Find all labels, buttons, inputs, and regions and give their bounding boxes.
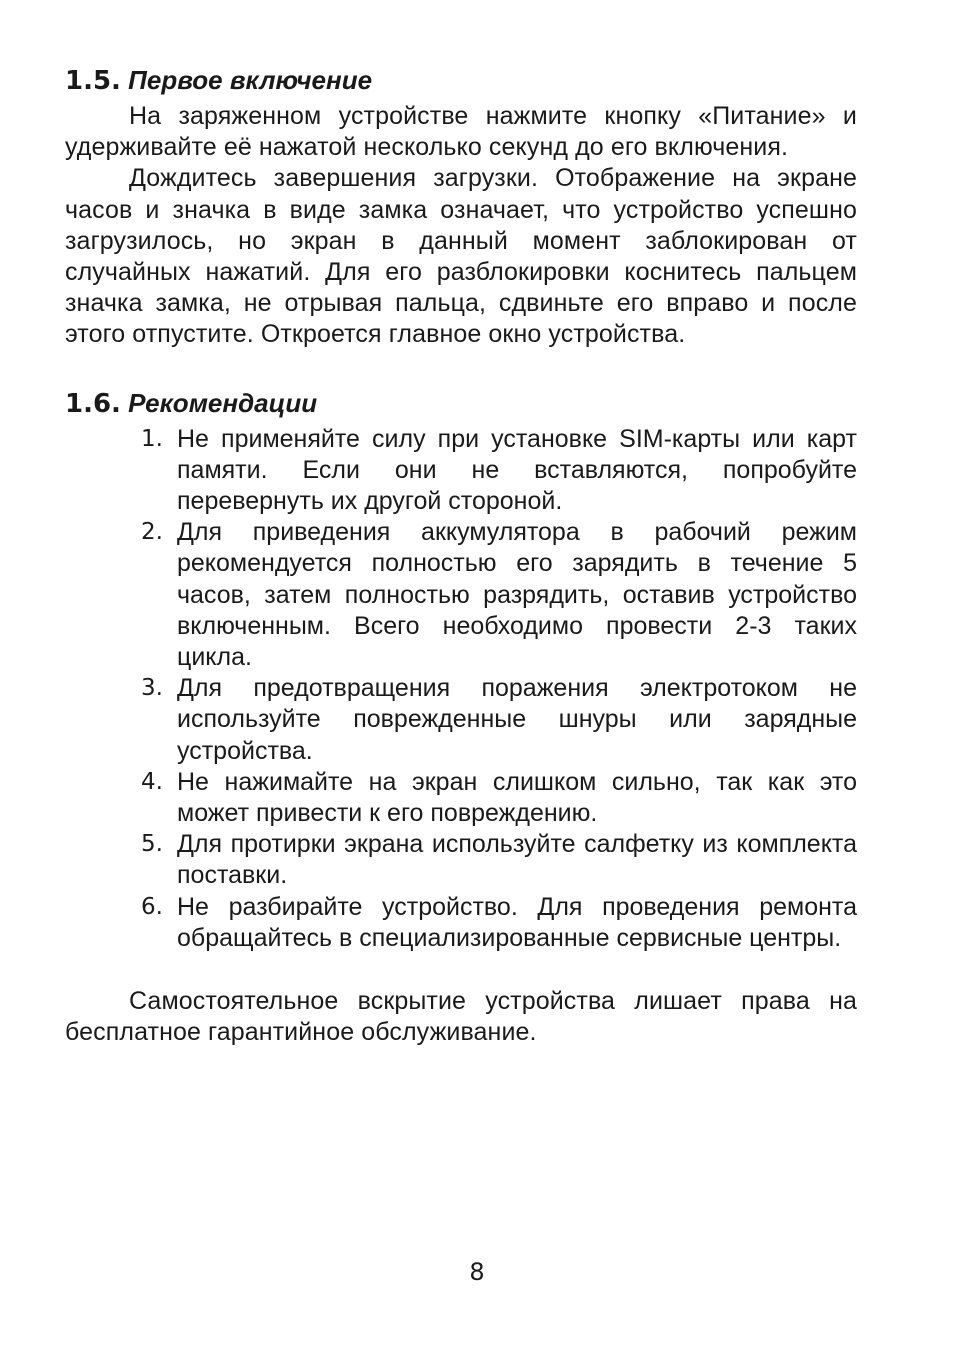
list-item-text: Для протирки экрана используйте салфетку из комплекта поставки. (177, 830, 857, 890)
list-item (65, 424, 857, 518)
list-marker: 5. (141, 831, 163, 858)
list-item (65, 673, 857, 767)
warranty-note: Самостоятельное вскрытие устройства лишает права на бесплатное гарантийное обслуживание. (65, 987, 857, 1047)
section-title: Первое включение (128, 65, 373, 95)
section-recommendations (65, 383, 857, 954)
list-item-text: Не применяйте силу при установке SIM-карты или карт памяти. Если они не вставляются, попробуйте перевернуть их другой стороной. (177, 424, 857, 516)
section-heading (65, 383, 857, 424)
page-number: 8 (469, 1258, 485, 1286)
list-marker: 6. (141, 893, 163, 920)
list-marker: 3. (141, 675, 163, 702)
list-marker: 2. (141, 519, 163, 546)
list-item (65, 517, 857, 673)
list-item-text: Для предотвращения поражения электротоком не используйте поврежденные шнуры или зарядные устройства. (177, 674, 857, 765)
recommendations-list (65, 424, 857, 954)
paragraph: Дождитесь завершения загрузки. Отображение на экране часов и значка в виде замка означает, что устройство успешно загрузилось, но экран в данный момент заблокирован от случайных нажатий. Для его разблокировки коснитесь пальцем значка замка, не отрывая пальца, сдвиньте его вправо и после этого отпустите. Откроется главное окно устройства. (65, 164, 857, 349)
list-item-text: Не разбирайте устройство. Для проведения ремонта обращайтесь в специализированные сервисные центры. (177, 892, 857, 952)
list-item-text: Не нажимайте на экран слишком сильно, так как это может привести к его повреждению. (177, 767, 857, 828)
document-page (65, 60, 857, 1048)
list-item (65, 767, 857, 829)
list-item-text: Для приведения аккумулятора в рабочий режим рекомендуется полностью его зарядить в течение 5 часов, затем полностью разрядить, оставив устройство включенным. Всего необходимо провести 2-3 таких цикла. (177, 518, 857, 672)
section-first-power-on (65, 60, 857, 351)
list-marker: 4. (141, 768, 163, 795)
section-title: Рекомендации (128, 387, 318, 418)
section-number: 1.5. (65, 66, 121, 96)
list-item (65, 829, 857, 891)
section-heading (65, 60, 857, 101)
list-item (65, 892, 857, 954)
paragraph: На заряженном устройстве нажмите кнопку «Питание» и удерживайте её нажатой несколько секунд до его включения. (65, 102, 857, 162)
section-number: 1.6. (65, 388, 121, 419)
list-marker: 1. (141, 425, 163, 452)
